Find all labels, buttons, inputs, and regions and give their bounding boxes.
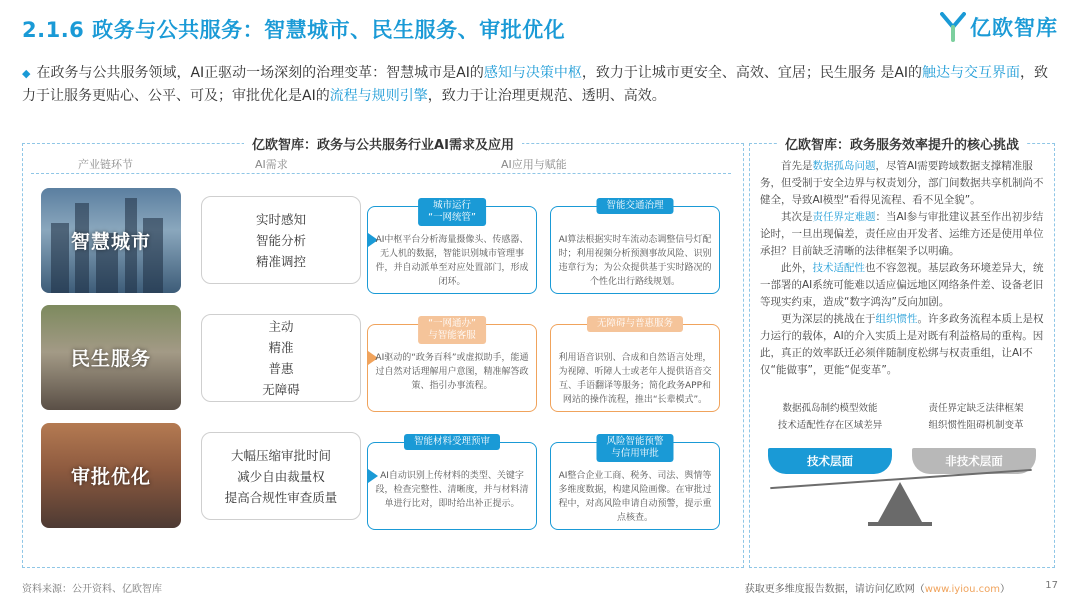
need-item: 实时感知 bbox=[255, 211, 306, 227]
scale-pivot-icon bbox=[878, 482, 922, 522]
challenge-paragraph: 其次是责任界定难题：当AI参与审批建议甚至作出初步结论时，一旦出现偏差，责任应由开发者、运维方还是使用单位承担？目前缺乏清晰的法律框架予以明确。 bbox=[760, 211, 1044, 257]
row-label: 民生服务 bbox=[70, 348, 151, 370]
intro-highlight: 触达与交互界面 bbox=[922, 65, 1021, 81]
app-tag: 风险智能预警 与信用审批 bbox=[596, 434, 673, 462]
app-tag: 智能材料受理预审 bbox=[404, 434, 500, 450]
intro-text: 在政务与公共服务领域，AI正驱动一场深刻的治理变革：智慧城市是AI的 bbox=[36, 65, 484, 81]
need-item: 主动 bbox=[268, 319, 294, 334]
approval-hall-image bbox=[41, 423, 181, 528]
need-item: 普惠 bbox=[268, 361, 294, 376]
smart-city-image bbox=[41, 188, 181, 293]
row-label: 审批优化 bbox=[70, 466, 151, 488]
panel-title: 亿欧智库：政务与公共服务行业AI需求及应用 bbox=[23, 134, 743, 153]
challenge-text bbox=[760, 158, 1048, 379]
scale-base bbox=[868, 522, 932, 526]
app-tag: 智能交通治理 bbox=[596, 198, 673, 214]
app-text: 利用语音识别、合成和自然语言处理，为视障、听障人士或老年人提供语音交互、手语翻译等服务；简化政务APP和网站的操作流程，推出“长辈模式”。 bbox=[558, 353, 712, 405]
challenge-panel bbox=[749, 138, 1055, 568]
intro-text: ，致力于让治理更规范、透明、高效。 bbox=[427, 88, 666, 104]
website-link[interactable]: www.iyiou.com bbox=[924, 584, 1000, 595]
logo bbox=[940, 12, 1058, 42]
column-header-demand: AI需求 bbox=[255, 158, 288, 171]
panel-title: 亿欧智库：政务服务效率提升的核心挑战 bbox=[750, 134, 1054, 153]
app-text: AI自动识别上传材料的类型、关键字段，检查完整性、清晰度，并与材料清单进行比对，即时给出补正提示。 bbox=[375, 471, 529, 509]
need-box bbox=[201, 314, 361, 402]
intro-text: ，致力于让服务更贴心、公平、可及；审批优化是AI的 bbox=[22, 65, 1049, 104]
public-service-image bbox=[41, 305, 181, 410]
need-item: 减少自由裁量权 bbox=[237, 468, 325, 484]
non-technical-level-pill: 非技术层面 bbox=[912, 448, 1036, 474]
ai-demand-application-panel bbox=[22, 138, 744, 568]
need-item: 智能分析 bbox=[255, 232, 306, 248]
challenge-paragraph: 首先是数据孤岛问题，尽管AI需要跨域数据支撑精准服务，但受制于安全边界与权责划分，部门间数据共享机制尚不健全，导致AI模型“看得见流程、看不见全貌”。 bbox=[760, 160, 1044, 206]
diamond-bullet-icon: ◆ bbox=[22, 67, 31, 80]
intro-highlight: 感知与决策中枢 bbox=[483, 65, 582, 81]
divider bbox=[31, 173, 731, 174]
challenge-highlight: 组织惯性 bbox=[875, 313, 918, 325]
need-box bbox=[201, 432, 361, 520]
challenge-highlight: 责任界定难题 bbox=[812, 211, 876, 223]
scale-label-left: 数据孤岛制约模型效能 技术适配性存在区域差异 bbox=[777, 403, 883, 431]
column-header-chain: 产业链环节 bbox=[78, 158, 133, 171]
challenge-paragraph: 此外，技术适配性也不容忽视。基层政务环境差异大，统一部署的AI系统可能难以适应偏远地区网络条件差、设备老旧等现实约束，造成“数字鸿沟”反向加剧。 bbox=[760, 262, 1044, 308]
app-text: AI整合企业工商、税务、司法、舆情等多维度数据，构建风险画像。在审批过程中，对高风险申请自动预警，提示重点核查。 bbox=[558, 471, 712, 523]
logo-text: 亿欧智库 bbox=[970, 16, 1058, 40]
challenge-highlight: 技术适配性 bbox=[812, 262, 865, 274]
intro-paragraph bbox=[22, 62, 1062, 107]
row-label: 智慧城市 bbox=[70, 231, 151, 253]
need-item: 精准 bbox=[268, 340, 294, 355]
app-text: AI中枢平台分析海量摄像头、传感器、无人机的数据，智能识别城市管理事件，并自动派单至对应处置部门，形成闭环。 bbox=[375, 235, 529, 287]
need-item: 无障碍 bbox=[262, 382, 300, 397]
page-number: 17 bbox=[1045, 580, 1058, 591]
app-box bbox=[550, 318, 720, 412]
challenge-highlight: 数据孤岛问题 bbox=[812, 160, 876, 172]
app-tag: 城市运行 “一网统管” bbox=[418, 198, 486, 226]
intro-highlight: 流程与规则引擎 bbox=[329, 88, 428, 104]
challenge-paragraph: 更为深层的挑战在于组织惯性。许多政务流程本质上是权力运行的载体，AI的介入实质上是对既有利益格局的重构。因此，真正的效率跃迁必须伴随制度松绑与权责重组，让AI不仅“能做事”，更能“促变革”。 bbox=[760, 313, 1044, 376]
intro-text: ，致力于让城市更安全、高效、宜居；民生服务 是AI的 bbox=[581, 65, 923, 81]
app-box bbox=[367, 200, 537, 294]
technical-level-pill: 技术层面 bbox=[768, 448, 892, 474]
scale-label-right: 责任界定缺乏法律框架 组织惯性阻碍机制变革 bbox=[928, 403, 1024, 431]
source-note: 资料来源：公开资料、亿欧智库 bbox=[22, 584, 162, 595]
app-box bbox=[367, 436, 537, 530]
app-box bbox=[550, 200, 720, 294]
app-tag: “一网通办” 与智能客服 bbox=[418, 316, 486, 344]
app-box bbox=[550, 436, 720, 530]
app-box bbox=[367, 318, 537, 412]
need-item: 提高合规性审查质量 bbox=[224, 489, 338, 505]
more-info: 获取更多维度报告数据，请访问亿欧网（www.iyiou.com） bbox=[744, 584, 1010, 595]
need-box bbox=[201, 196, 361, 284]
need-item: 大幅压缩审批时间 bbox=[230, 447, 331, 463]
app-text: AI驱动的“政务百科”或虚拟助手，能通过自然对话理解用户意图，精准解答政策、指引办事流程。 bbox=[375, 353, 529, 391]
app-tag: 无障碍与普惠服务 bbox=[587, 316, 683, 332]
column-header-application: AI应用与赋能 bbox=[501, 158, 567, 171]
logo-icon bbox=[940, 12, 966, 42]
need-item: 精准调控 bbox=[255, 253, 306, 269]
app-text: AI算法根据实时车流动态调整信号灯配时；利用视频分析预测事故风险、识别违章行为；为公众提供基于实时路况的个性化出行路线规划。 bbox=[558, 235, 712, 287]
page-title: 2.1.6 政务与公共服务：智慧城市、民生服务、审批优化 bbox=[22, 18, 566, 42]
